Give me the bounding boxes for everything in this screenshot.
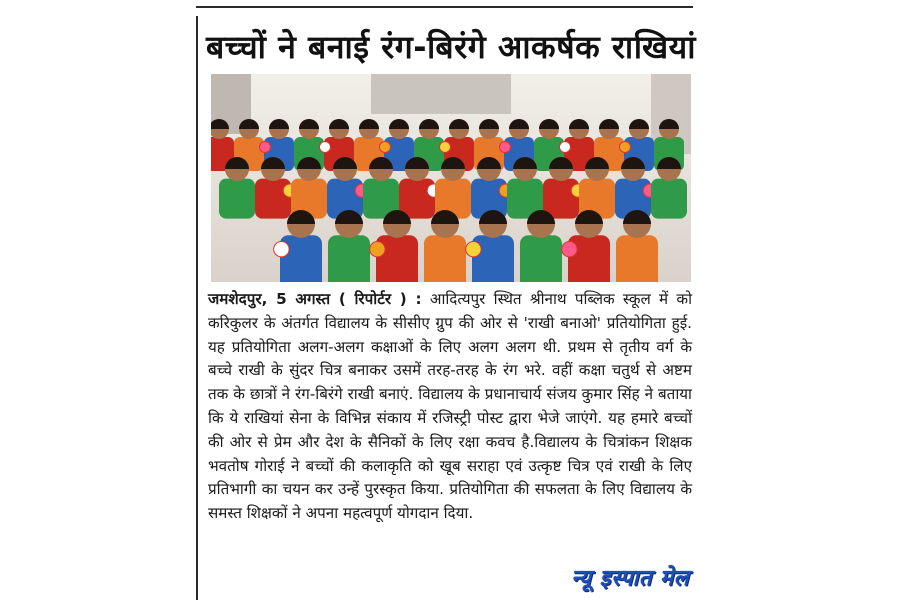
body-text: आदित्यपुर स्थित श्रीनाथ पब्लिक स्कूल में को करिकुलर के अंतर्गत विद्यालय के सीसीए ग्रुप की ओर से 'राखी बनाओ' प्रतियोगिता हुई. यह प्रतियोगिता अलग-अलग कक्षाओं के लिए अलग अलग थी. प्रथम से तृतीय वर्ग के बच्चे राखी के सुंदर चित्र बनाकर उसमें तरह-तरह के रंग भरे. वहीं कक्षा चतुर्थ से अष्टम तक के छात्रों ने रंग-बिरंगे राखी बनाएं. विद्यालय के प्रधानाचार्य संजय कुमार सिंह ने बताया कि ये राखियां सेना के विभिन्न संकाय में रजिस्ट्री पोस्ट द्वारा भेजे जाएंगे. यह हमारे बच्चों की ओर से प्रेम और देश के सैनिकों के लिए रक्षा कवच है.विद्यालय के चित्रांकन शिक्षक भवतोष गोराई ने बच्चों की कलाकृति को खूब सराहा एवं उत्कृष्ट चित्र एवं राखी के लिए प्रतिभागी का चयन कर उन्हें पुरस्कृत किया. प्रतियोगिता की सफलता के लिए विद्यालय के समस्त शिक्षकों ने अपना महत्वपूर्ण योगदान दिया. <box>208 290 693 523</box>
publication-signature: न्यू इस्पात मेल <box>569 562 691 592</box>
top-rule <box>196 6 693 8</box>
article-body <box>208 288 692 578</box>
article-photo <box>211 74 691 282</box>
left-rule <box>196 16 198 600</box>
group-photo-icon <box>211 74 691 282</box>
headline: बच्चों ने बनाई रंग-बिरंगे आकर्षक राखियां <box>206 28 697 66</box>
newspaper-clipping <box>196 6 697 600</box>
dateline: जमशेदपुर, 5 अगस्त ( रिपोर्टर ) : <box>208 290 422 308</box>
